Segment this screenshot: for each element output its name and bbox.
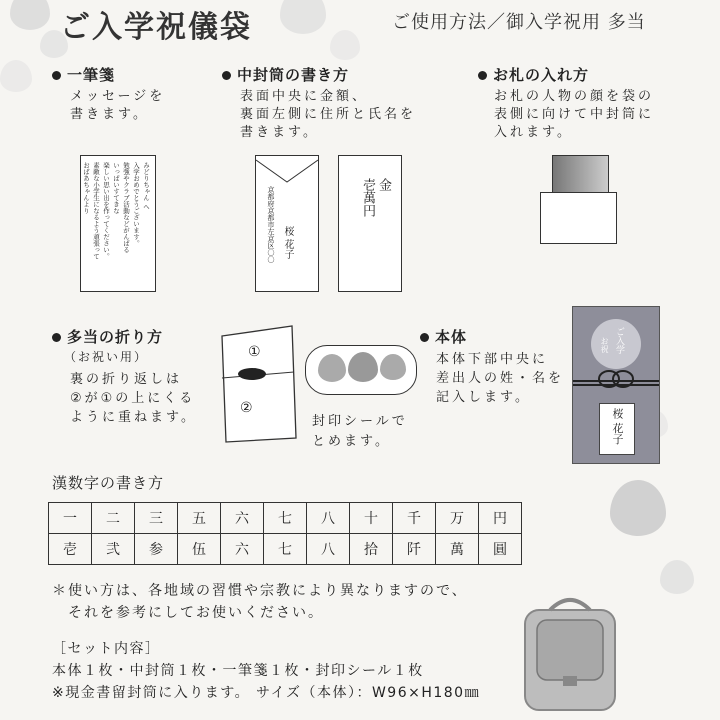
envelope-name: 桜 花子 (282, 226, 293, 260)
usage-note: ＊使い方は、各地域の習慣や宗教により異なりますので、 それを参考にしてお使いください。 (52, 583, 468, 621)
fold-mark-2: ② (240, 400, 253, 416)
kanji-cell: 八 (307, 503, 350, 534)
main-envelope-label: ご入学 (614, 327, 624, 354)
kanji-cell: 萬 (436, 534, 479, 565)
randoseru-icon (515, 590, 625, 715)
kanji-cell: 二 (92, 503, 135, 534)
kanji-cell: 六 (221, 534, 264, 565)
main-heading: 本体 (420, 326, 467, 347)
main-envelope (572, 306, 660, 464)
envelope-flap-icon (256, 156, 318, 184)
kanji-cell: 円 (479, 503, 522, 534)
kanji-cell: 一 (49, 503, 92, 534)
page-title: ご入学祝儀袋 (60, 10, 252, 45)
randoseru-illustration (515, 590, 625, 715)
kanji-cell: 万 (436, 503, 479, 534)
fold-diagram-icon (212, 322, 300, 444)
envelope-text: 表面中央に金額、 裏面左側に住所と氏名を 書きます。 (240, 89, 417, 140)
letter-heading: 一筆箋 (52, 64, 115, 85)
envelope-amount: 金 壱萬円 (360, 178, 391, 217)
letter-sample (80, 155, 156, 292)
letter-sample-text: みどりちゃん へ 入学おめでとうございます。 勉強やクラブ活動などがんばる いっぱいすてきな 楽しい思い出を作ってください。 素敵な小学生になるよう頑張って おばあちゃんより (82, 162, 150, 260)
kanji-table (48, 502, 522, 565)
mizuhiki-icon (573, 367, 659, 401)
seal-sticker (305, 345, 417, 395)
fold-heading: 多当の折り方 (52, 326, 163, 347)
kanji-heading: 漢数字の書き方 (52, 474, 165, 492)
main-text: 本体下部中央に 差出人の姓・名を 記入します。 (436, 352, 565, 405)
kanji-cell: 圓 (479, 534, 522, 565)
set-contents (52, 638, 480, 704)
fold-mark-1: ① (248, 344, 261, 360)
fold-sub: （お祝い用） (64, 350, 149, 364)
main-envelope-sub: お祝 (600, 337, 609, 353)
kanji-row-formal (49, 534, 522, 565)
set-line-2: ※現金書留封筒に入ります。 サイズ（本体）：W96×H180㎜ (52, 685, 481, 701)
name-box (599, 403, 635, 455)
kanji-cell: 八 (307, 534, 350, 565)
envelope-back (255, 155, 319, 292)
sakura-icon (380, 354, 406, 380)
kanji-cell: 五 (178, 503, 221, 534)
envelope-front (338, 155, 402, 292)
bill-envelope-icon (540, 192, 617, 244)
kanji-row-standard (49, 503, 522, 534)
bullet-icon (52, 71, 61, 80)
fold-text: 裏の折り返しは ②が①の上にくる ように重ねます。 (70, 372, 197, 425)
kanji-cell: 壱 (49, 534, 92, 565)
envelope-address: 京都府京都市左京区〇〇 (267, 186, 275, 263)
main-envelope-name: 桜 花子 (611, 408, 624, 445)
seal-text: 封印シールで とめます。 (312, 414, 408, 449)
bill-heading: お札の入れ方 (478, 64, 589, 85)
bullet-icon (52, 333, 61, 342)
kanji-cell: 伍 (178, 534, 221, 565)
page-subtitle: ご使用方法／御入学祝用 多当 (392, 12, 646, 33)
fold-diagram (212, 322, 300, 444)
letter-text: メッセージを 書きます。 (70, 89, 166, 122)
kanji-cell: 六 (221, 503, 264, 534)
bill-text: お札の人物の顔を袋の 表側に向けて中封筒に 入れます。 (494, 89, 655, 140)
kanji-cell: 十 (350, 503, 393, 534)
set-line-1: 本体１枚・中封筒１枚・一筆箋１枚・封印シール１枚 (52, 663, 424, 679)
kanji-cell: 三 (135, 503, 178, 534)
sakura-icon (318, 354, 346, 382)
set-heading: ［セット内容］ (52, 641, 161, 657)
kanji-cell: 弐 (92, 534, 135, 565)
kanji-cell: 阡 (393, 534, 436, 565)
kanji-cell: 参 (135, 534, 178, 565)
bullet-icon (478, 71, 487, 80)
kanji-cell: 七 (264, 534, 307, 565)
sakura-icon (348, 352, 378, 382)
bullet-icon (420, 333, 429, 342)
bullet-icon (222, 71, 231, 80)
kanji-cell: 七 (264, 503, 307, 534)
kanji-cell: 拾 (350, 534, 393, 565)
envelope-heading: 中封筒の書き方 (222, 64, 349, 85)
kanji-cell: 千 (393, 503, 436, 534)
